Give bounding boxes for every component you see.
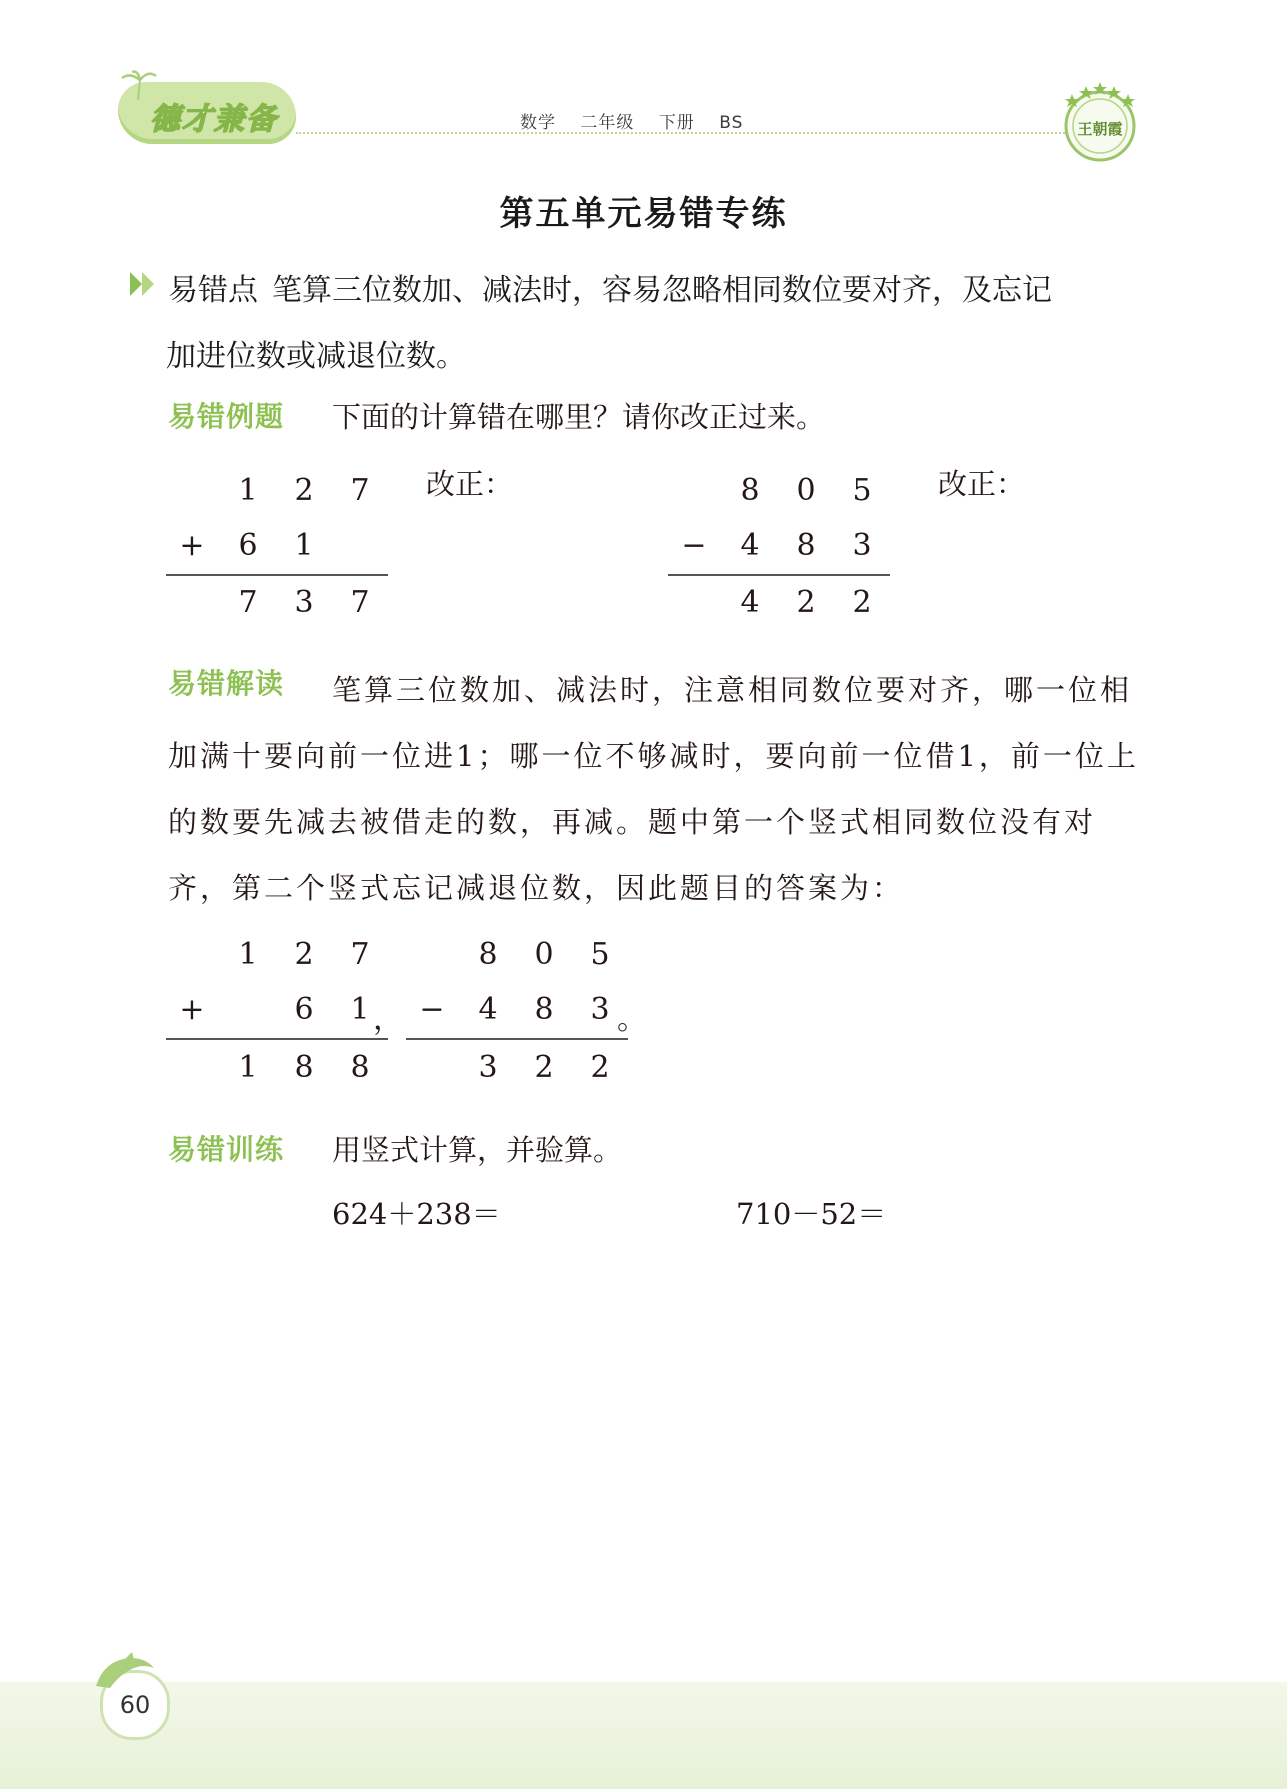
- answer-period: 。: [617, 1002, 647, 1037]
- subject-label: 数学: [520, 113, 556, 133]
- grade-label: 二年级: [580, 113, 635, 133]
- digit: 1: [238, 1050, 258, 1085]
- digit: 3: [590, 992, 610, 1027]
- digit: 7: [350, 473, 370, 508]
- publisher-seal-icon: [1058, 76, 1142, 166]
- page-number: 60: [100, 1670, 170, 1740]
- digit: 2: [590, 1050, 610, 1085]
- footer-band: [0, 1682, 1287, 1789]
- digit: 3: [478, 1050, 498, 1085]
- operator-sign: +: [179, 992, 205, 1027]
- digit: 5: [590, 937, 610, 972]
- operator-sign: −: [419, 992, 445, 1027]
- header-divider: [296, 132, 1068, 134]
- error-point-label: 易错点: [168, 273, 258, 308]
- explanation-line4: 齐，第二个竖式忘记减退位数，因此题目的答案为：: [168, 871, 905, 905]
- digit: 8: [796, 528, 816, 563]
- edition-label: BS: [719, 113, 744, 133]
- difference-line: [668, 574, 890, 576]
- explanation-line2: 加满十要向前一位进1；哪一位不够减时，要向前一位借1，前一位上: [168, 739, 1139, 773]
- training-prompt: 用竖式计算，并验算。: [332, 1133, 623, 1167]
- digit: 2: [534, 1050, 554, 1085]
- digit: 8: [478, 937, 498, 972]
- volume-label: 下册: [658, 113, 695, 133]
- double-chevron-icon: [130, 270, 158, 298]
- digit: 6: [294, 992, 314, 1027]
- digit: 7: [350, 585, 370, 620]
- answer-separator: ，: [373, 1002, 403, 1037]
- brand-logo-text: 德才兼备: [150, 102, 278, 137]
- digit: 3: [852, 528, 872, 563]
- digit: 8: [294, 1050, 314, 1085]
- error-point: [168, 258, 1133, 390]
- problem-2: 710－52＝: [736, 1197, 887, 1231]
- error-point-line1: 笔算三位数加、减法时，容易忽略相同数位要对齐，及忘记: [272, 273, 1052, 308]
- digit: 5: [852, 473, 872, 508]
- digit: 1: [350, 992, 370, 1027]
- explanation-line1: 笔算三位数加、减法时，注意相同数位要对齐，哪一位相: [332, 673, 1133, 707]
- digit: 0: [796, 473, 816, 508]
- operator-sign: +: [179, 528, 205, 563]
- digit: 1: [238, 937, 258, 972]
- digit: 7: [238, 585, 258, 620]
- explanation-label: 易错解读: [168, 667, 285, 700]
- digit: 4: [478, 992, 498, 1027]
- digit: 2: [852, 585, 872, 620]
- correction-label-right: 改正：: [938, 467, 1026, 501]
- example-label: 易错例题: [168, 400, 285, 433]
- seal-text: 王朝霞: [1077, 120, 1123, 138]
- correction-label-left: 改正：: [426, 467, 514, 501]
- digit: 2: [796, 585, 816, 620]
- digit: 8: [534, 992, 554, 1027]
- digit: 8: [740, 473, 760, 508]
- difference-line: [406, 1038, 628, 1040]
- digit: 2: [294, 473, 314, 508]
- sum-line: [166, 574, 388, 576]
- dolphin-icon: [90, 1652, 160, 1696]
- digit: 0: [534, 937, 554, 972]
- digit: 8: [350, 1050, 370, 1085]
- header-meta: [520, 108, 761, 133]
- operator-sign: −: [681, 528, 707, 563]
- explanation-line3: 的数要先减去被借走的数，再减。题中第一个竖式相同数位没有对: [168, 805, 1097, 839]
- training-label: 易错训练: [168, 1133, 285, 1166]
- digit: 7: [350, 937, 370, 972]
- page-title: 第五单元易错专练: [499, 194, 788, 234]
- example-prompt: 下面的计算错在哪里？请你改正过来。: [332, 400, 826, 434]
- error-point-line2: 加进位数或减退位数。: [166, 339, 466, 374]
- digit: 2: [294, 937, 314, 972]
- explanation-text: [168, 657, 1139, 921]
- digit: 6: [238, 528, 258, 563]
- digit: 1: [238, 473, 258, 508]
- digit: 4: [740, 585, 760, 620]
- digit: 1: [294, 528, 314, 563]
- digit: 3: [294, 585, 314, 620]
- problem-1: 624＋238＝: [332, 1197, 501, 1231]
- sum-line: [166, 1038, 388, 1040]
- digit: 4: [740, 528, 760, 563]
